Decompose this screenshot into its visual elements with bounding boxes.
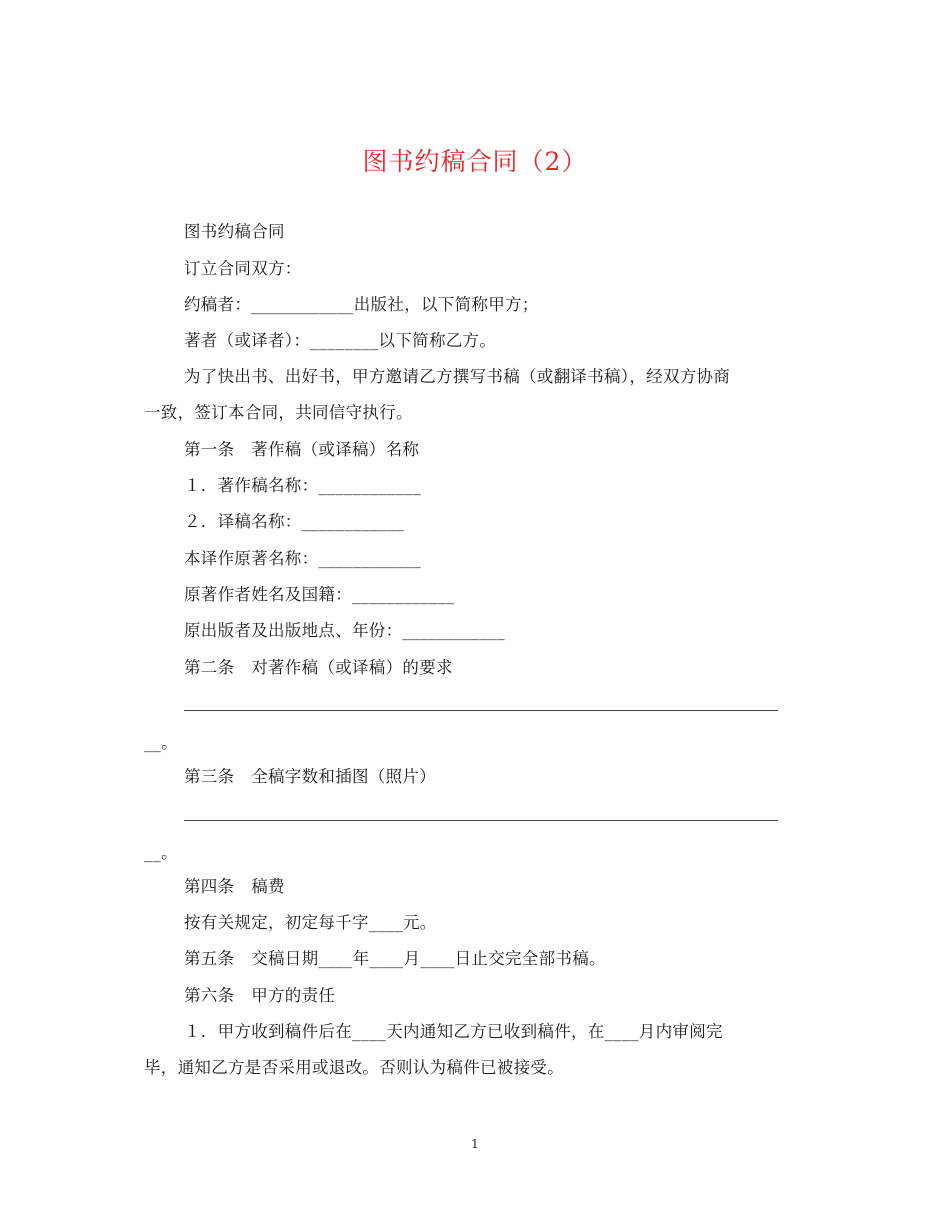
article-1-item-2: ２．译稿名称：____________	[184, 512, 405, 531]
article-1-original-publisher: 原出版者及出版地点、年份：____________	[184, 621, 505, 640]
paragraph-party-a: 约稿者：____________出版社，以下简称甲方；	[184, 295, 539, 314]
article-1-heading: 第一条 著作稿（或译稿）名称	[184, 440, 420, 459]
page-number: 1	[471, 1137, 479, 1151]
article-4-heading: 第四条 稿费	[184, 877, 285, 896]
paragraph-parties: 订立合同双方：	[184, 259, 302, 278]
paragraph-heading: 图书约稿合同	[184, 222, 285, 241]
article-1-original-title: 本译作原著名称：____________	[184, 549, 421, 568]
article-6-item-1: １．甲方收到稿件后在____天内通知乙方已收到稿件，在____月内审阅完	[184, 1022, 723, 1041]
paragraph-party-b: 著者（或译者）：________以下简称乙方。	[184, 331, 497, 350]
article-1-original-author: 原著作者姓名及国籍：____________	[184, 585, 455, 604]
article-2-heading: 第二条 对著作稿（或译稿）的要求	[184, 658, 453, 677]
article-1-item-1: １．著作稿名称：____________	[184, 476, 421, 495]
article-2-blank-end: __。	[144, 733, 178, 752]
article-3-heading: 第三条 全稿字数和插图（照片）	[184, 767, 436, 786]
article-5-text: 第五条 交稿日期____年____月____日止交完全部书稿。	[184, 949, 606, 968]
blank-rule	[184, 820, 778, 821]
article-6-item-1-cont: 毕，通知乙方是否采用或退改。否则认为稿件已被接受。	[144, 1058, 564, 1077]
article-3-blank-end: __。	[144, 843, 178, 862]
document-title: 图书约稿合同（2）	[362, 147, 588, 176]
paragraph-purpose-cont: 一致，签订本合同，共同信守执行。	[144, 403, 413, 422]
blank-rule	[184, 710, 778, 711]
paragraph-purpose: 为了快出书、出好书，甲方邀请乙方撰写书稿（或翻译书稿），经双方协商	[184, 367, 731, 386]
article-6-heading: 第六条 甲方的责任	[184, 986, 336, 1005]
article-4-text: 按有关规定，初定每千字____元。	[184, 913, 437, 932]
